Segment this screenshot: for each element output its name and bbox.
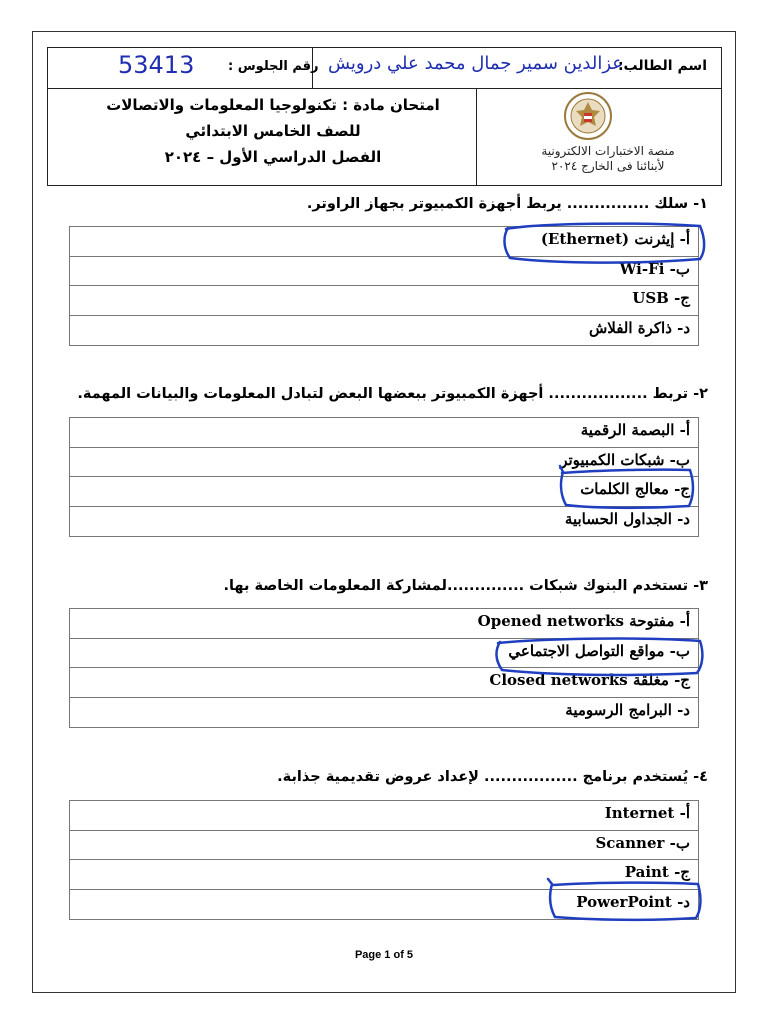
option-label: ج- USB [632, 289, 690, 307]
student-name-value: عزالدين سمير جمال محمد علي درويش [327, 53, 623, 74]
option-label: أ- Internet [604, 804, 690, 822]
option-label: ج- معالج الكلمات [580, 480, 690, 498]
option-label: أ- مفتوحة Opened networks [477, 612, 690, 630]
exam-subject-line: امتحان مادة : تكنولوجيا المعلومات والاتصالات [106, 96, 440, 114]
option-row[interactable] [70, 286, 698, 316]
question-4-options [69, 800, 699, 920]
option-label: د- الجداول الحسابية [564, 509, 690, 528]
page-number: Page 1 of 5 [354, 949, 414, 961]
ministry-seal-icon [563, 91, 613, 141]
seat-number-value: 53413 [118, 51, 195, 79]
option-row[interactable] [70, 698, 698, 728]
question-1-options [69, 226, 699, 346]
exam-term-line: الفصل الدراسي الأول – ٢٠٢٤ [164, 148, 382, 166]
option-label: ج- مغلقة Closed networks [489, 671, 690, 689]
question-2-options [69, 417, 699, 537]
question-2-title: ٢- تربط .................. أجهزة الكمبيوتر ببعضها البعض لتبادل المعلومات والبيانات المهمة. [77, 386, 708, 402]
option-row[interactable] [70, 227, 698, 257]
option-label: د- PowerPoint [576, 892, 690, 911]
option-label: ب- شبكات الكمبيوتر [560, 450, 690, 469]
option-row[interactable] [70, 890, 698, 920]
seat-number-label: رقم الجلوس : [228, 59, 319, 74]
option-row[interactable] [70, 860, 698, 890]
option-label: أ- إيثرنت (Ethernet) [540, 230, 690, 248]
option-row[interactable] [70, 801, 698, 831]
option-row[interactable] [70, 448, 698, 478]
option-row[interactable] [70, 831, 698, 861]
option-row[interactable] [70, 418, 698, 448]
question-3-options [69, 608, 699, 728]
option-label: د- البرامج الرسومية [565, 700, 690, 719]
platform-line-2: لأبنائنا فى الخارج ٢٠٢٤ [551, 159, 665, 173]
option-row[interactable] [70, 639, 698, 669]
exam-header [47, 47, 722, 186]
question-3-title: ٣- تستخدم البنوك شبكات ..............لمشاركة المعلومات الخاصة بها. [223, 578, 708, 594]
option-row[interactable] [70, 316, 698, 346]
question-1-title: ١- سلك ............... يربط أجهزة الكمبيوتر بجهاز الراوتر. [306, 196, 708, 212]
option-row[interactable] [70, 507, 698, 537]
exam-grade-line: للصف الخامس الابتدائي [185, 122, 361, 140]
option-label: ب- Scanner [595, 833, 690, 852]
option-label: ب- Wi-Fi [619, 259, 690, 278]
option-row[interactable] [70, 257, 698, 287]
platform-caption [498, 144, 718, 174]
option-label: ب- مواقع التواصل الاجتماعي [508, 641, 690, 660]
question-4-title: ٤- يُستخدم برنامج ................. لإعداد عروض تقديمية جذابة. [277, 769, 708, 785]
option-row[interactable] [70, 668, 698, 698]
option-label: أ- البصمة الرقمية [580, 421, 690, 439]
option-label: ج- Paint [624, 863, 690, 881]
option-label: د- ذاكرة الفلاش [588, 318, 690, 337]
option-row[interactable] [70, 477, 698, 507]
header-divider [476, 88, 477, 185]
student-name-label: اسم الطالب: [617, 58, 707, 74]
option-row[interactable] [70, 609, 698, 639]
platform-line-1: منصة الاختبارات الالكترونية [541, 144, 675, 158]
exam-title-block [88, 92, 458, 170]
